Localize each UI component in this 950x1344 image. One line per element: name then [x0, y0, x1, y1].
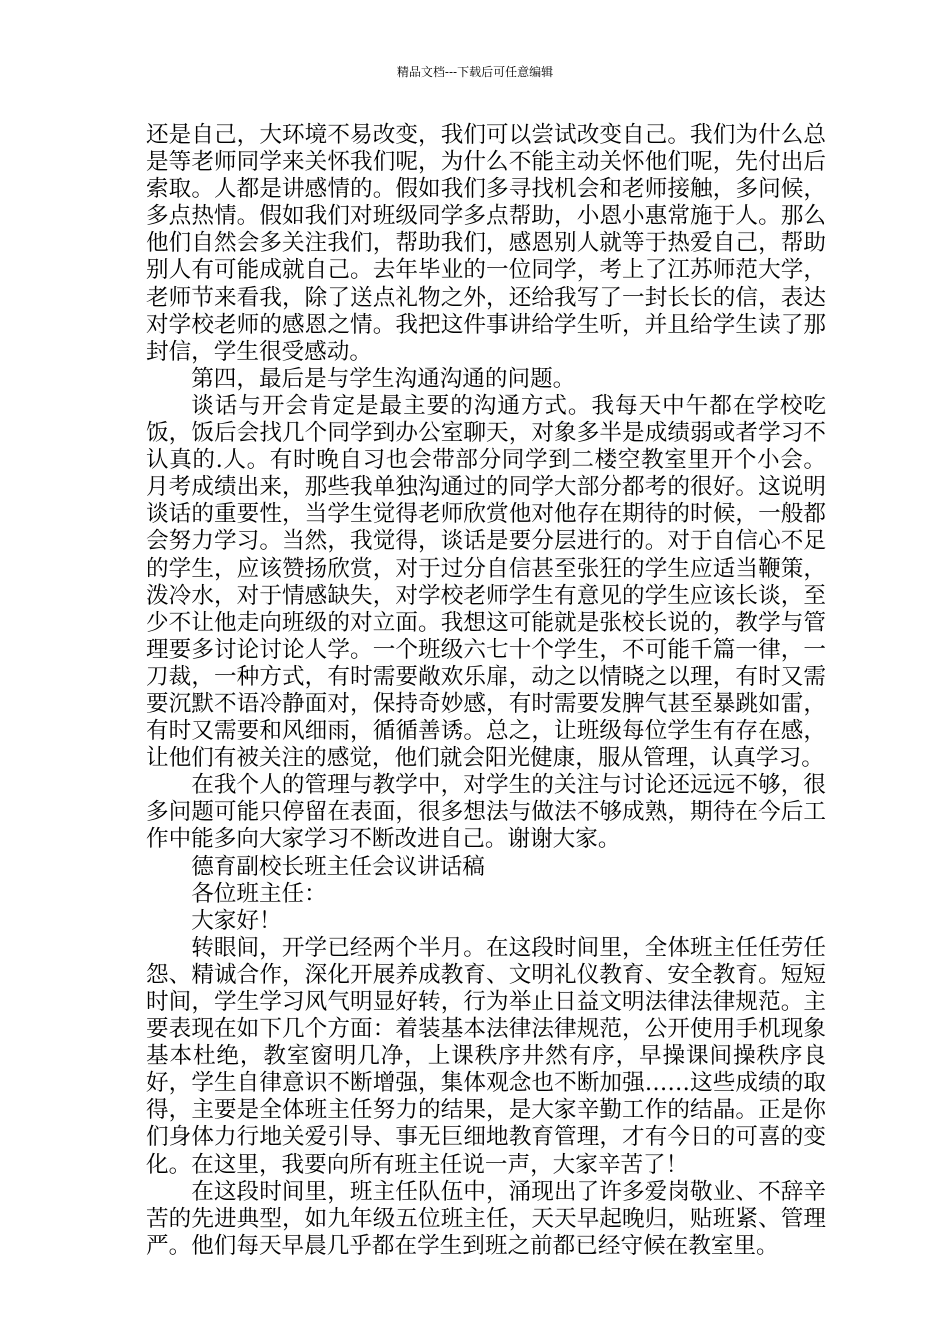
greeting: 大家好！ [191, 907, 282, 934]
page-header: 精品文档---下载后可任意编辑 [396, 65, 554, 79]
paragraph-closing: 在我个人的管理与教学中，对学生的关注与讨论还远远不够，很多问题可能只停留在表面，很多想法与做法不够成熟，期待在今后工作中能多向大家学习不断改进自己。谢谢大家。 [146, 772, 826, 853]
salutation: 各位班主任： [191, 880, 327, 907]
paragraph-examples: 在这段时间里，班主任队伍中，涌现出了许多爱岗敬业、不辞辛苦的先进典型，如九年级五位班主任，天天早起晚归，贴班紧、管理严。他们每天早晨几乎都在学生到班之前都已经守候在教室里。 [146, 1178, 826, 1259]
document-body [146, 122, 826, 1260]
paragraph-section-four: 第四，最后是与学生沟通沟通的问题。 [191, 365, 576, 392]
paragraph-communication: 谈话与开会肯定是最主要的沟通方式。我每天中午都在学校吃饭，饭后会找几个同学到办公室聊天，对象多半是成绩弱或者学习不认真的.人。有时晚自习也会带部分同学到二楼空教室里开个小会。月考成绩出来，那些我单独沟通过的同学大部分都考的很好。这说明谈话的重要性，当学生觉得老师欣赏他对他存在期待的时候，一般都会努力学习。当然，我觉得，谈话是要分层进行的。对于自信心不足的学生，应该赞扬欣赏，对于过分自信甚至张狂的学生应适当鞭策，泼冷水，对于情感缺失，对学校老师学生有意见的学生应该长谈，至少不让他走向班级的对立面。我想这可能就是张校长说的，教学与管理要多讨论讨论人学。一个班级六七十个学生，不可能千篇一律，一刀裁，一种方式，有时需要敞欢乐扉，动之以情晓之以理，有时又需要沉默不语冷静面对，保持奇妙感，有时需要发脾气甚至暴跳如雷，有时又需要和风细雨，循循善诱。总之，让班级每位学生有存在感，让他们有被关注的感觉，他们就会阳光健康，服从管理，认真学习。 [146, 392, 826, 772]
paragraph-progress: 转眼间，开学已经两个半月。在这段时间里，全体班主任任劳任怨、精诚合作，深化开展养成教育、文明礼仪教育、安全教育。短短时间，学生学习风气明显好转，行为举止日益文明法律法律规范。主要表现在如下几个方面：着装基本法律法律规范，公开使用手机现象基本杜绝，教室窗明几净，上课秩序井然有序，早操课间操秩序良好，学生自律意识不断增强，集体观念也不断加强……这些成绩的取得，主要是全体班主任努力的结果，是大家辛勤工作的结晶。正是你们身体力行地关爱引导、事无巨细地教育管理，才有今日的可喜的变化。在这里，我要向所有班主任说一声，大家辛苦了！ [146, 934, 826, 1178]
speech-title: 德育副校长班主任会议讲话稿 [191, 853, 485, 880]
paragraph-continuation: 还是自己，大环境不易改变，我们可以尝试改变自己。我们为什么总是等老师同学来关怀我们呢，为什么不能主动关怀他们呢，先付出后索取。人都是讲感情的。假如我们多寻找机会和老师接触，多问候，多点热情。假如我们对班级同学多点帮助，小恩小惠常施于人。那么他们自然会多关注我们，帮助我们，感恩别人就等于热爱自己，帮助别人有可能成就自己。去年毕业的一位同学，考上了江苏师范大学，老师节来看我，除了送点礼物之外，还给我写了一封长长的信，表达对学校老师的感恩之情。我把这件事讲给学生听，并且给学生读了那封信，学生很受感动。 [146, 122, 826, 365]
